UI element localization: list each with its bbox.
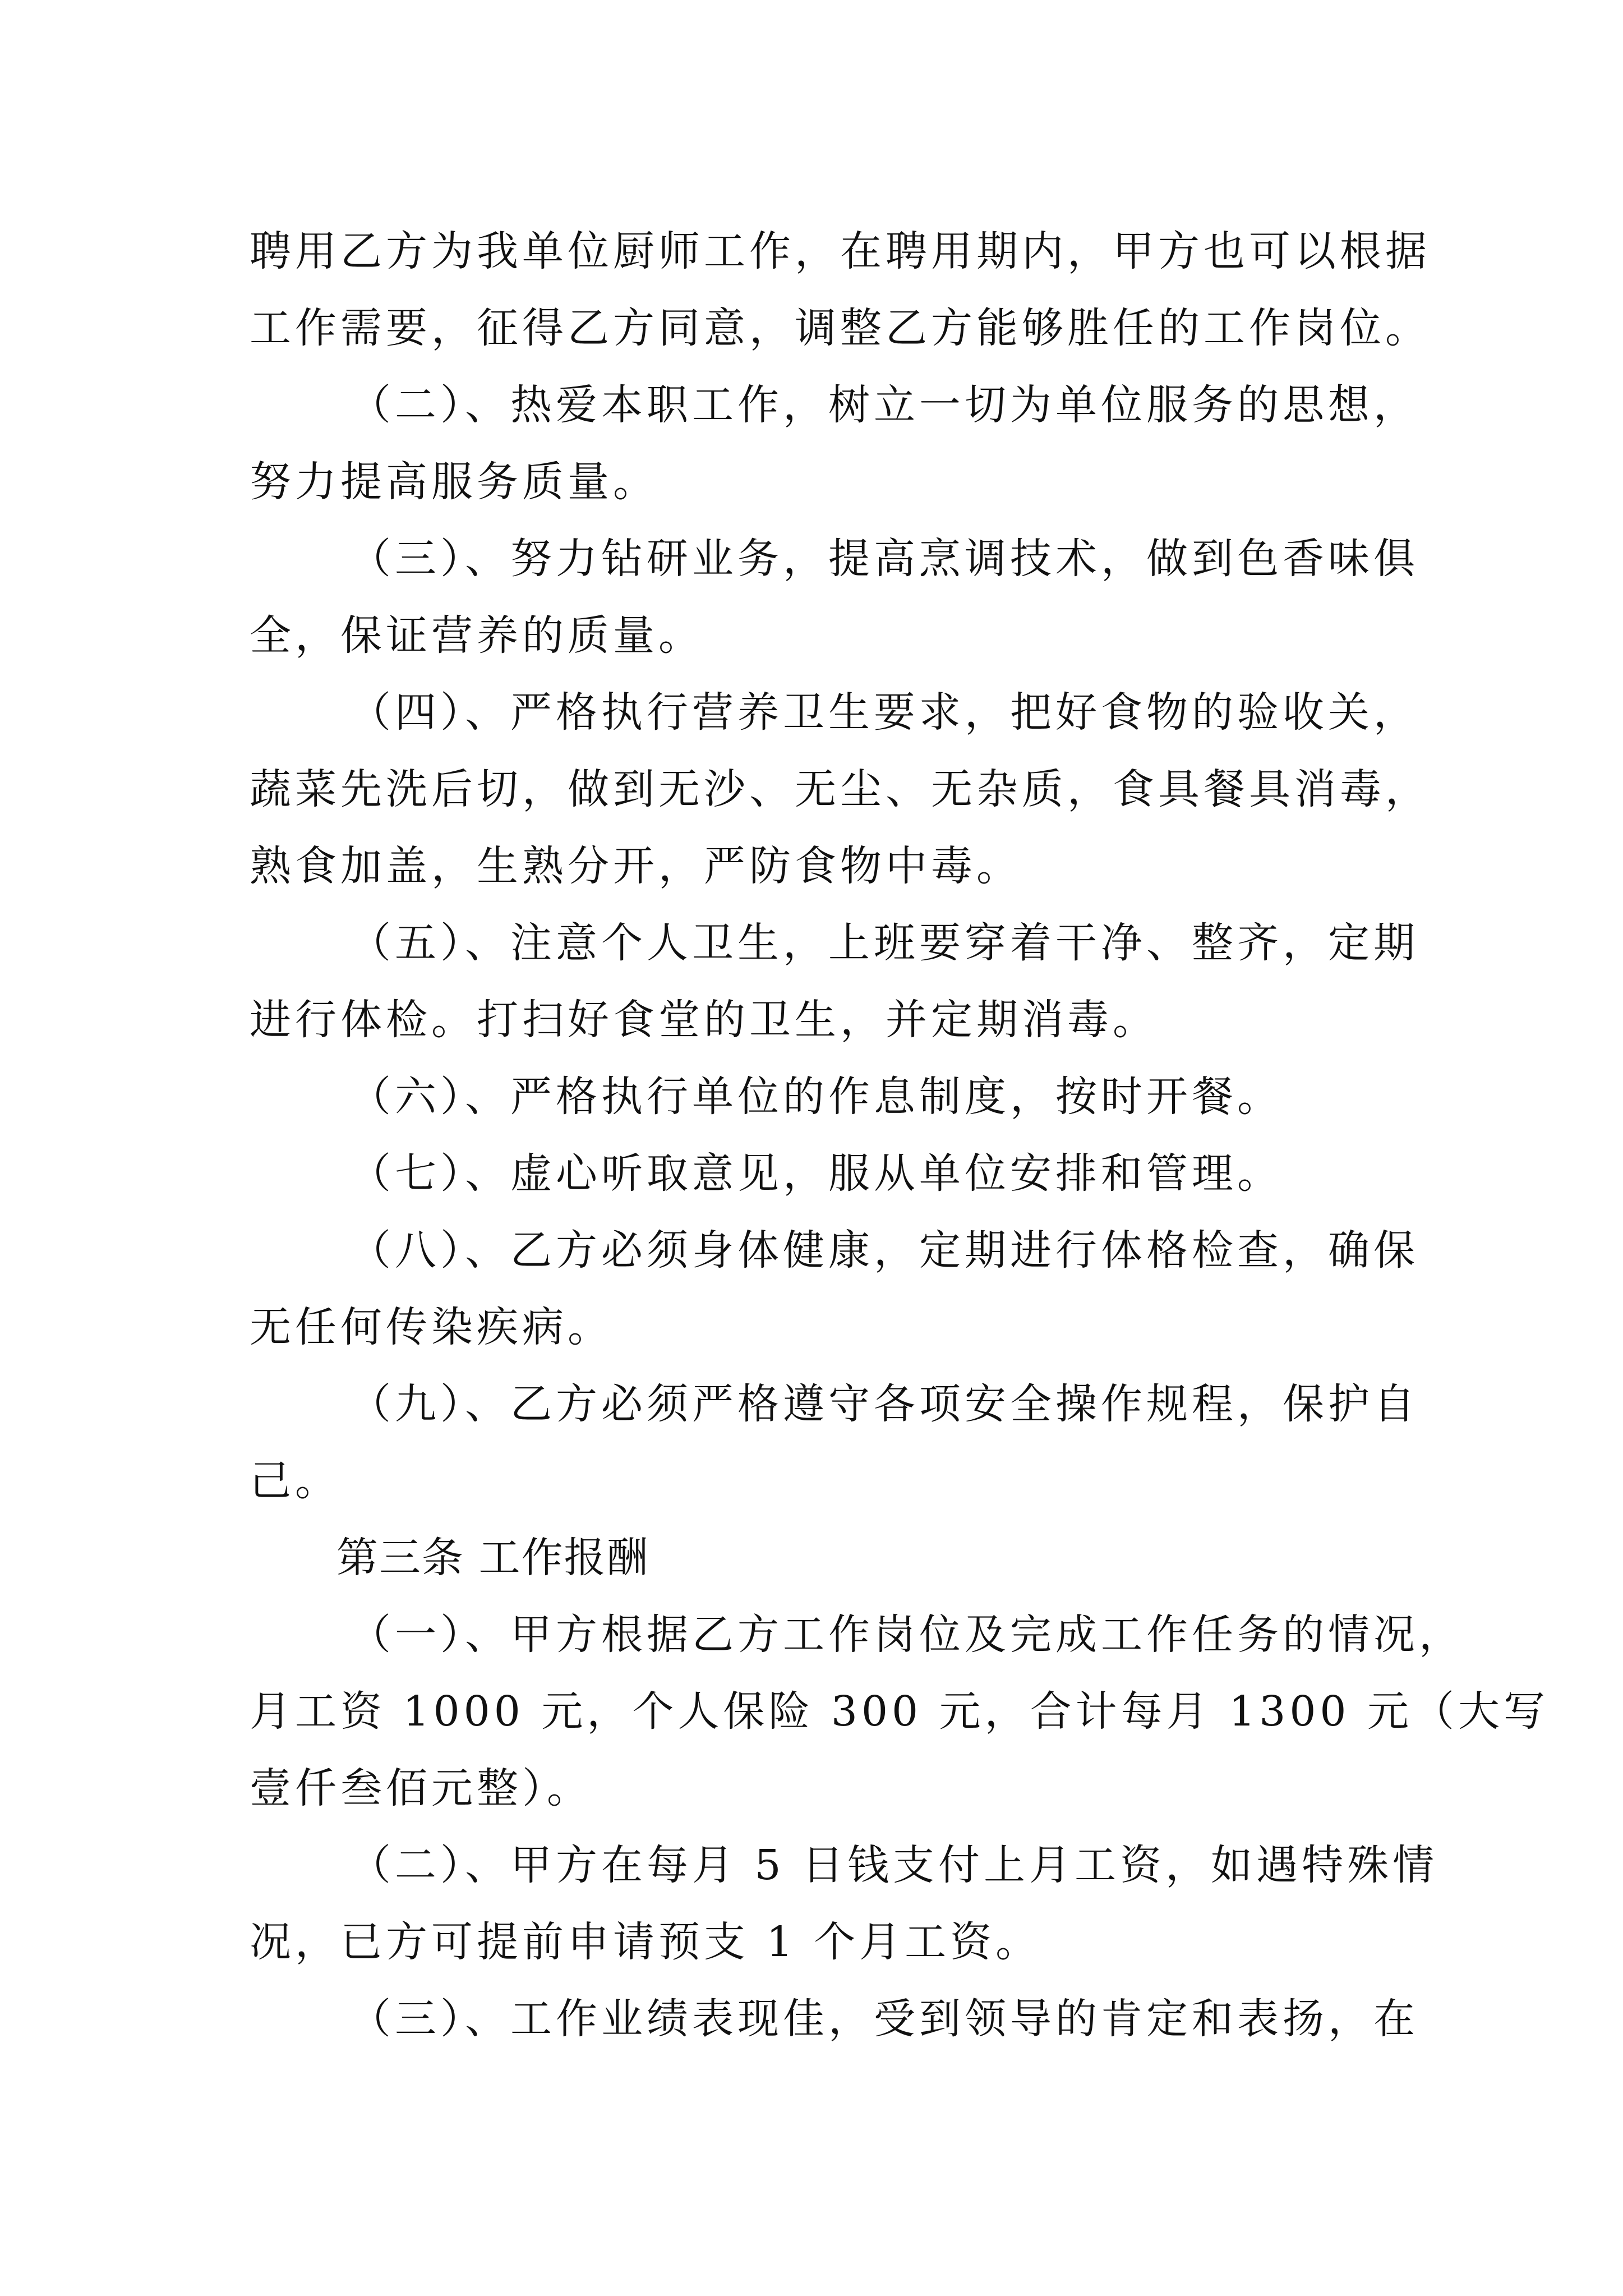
text-line: 全，保证营养的质量。: [250, 611, 704, 660]
text-line: 己。: [250, 1457, 340, 1505]
clause-item: （三）、工作业绩表现佳，受到领导的肯定和表扬，在: [349, 1995, 1419, 2043]
text-line: 壹仟叁佰元整）。: [250, 1764, 592, 1812]
clause-item: （九）、乙方必须严格遵守各项安全操作规程，保护自: [349, 1380, 1419, 1428]
clause-item: （二）、甲方在每月 5 日钱支付上月工资，如遇特殊情: [349, 1841, 1438, 1889]
clause-item: （六）、严格执行单位的作息制度，按时开餐。: [349, 1073, 1283, 1121]
text-line: 蔬菜先洗后切，做到无沙、无尘、无杂质，食具餐具消毒，: [250, 765, 1431, 813]
clause-item: （三）、努力钻研业务，提高烹调技术，做到色香味俱: [349, 535, 1419, 583]
section-heading: 第三条 工作报酬: [336, 1534, 649, 1582]
clause-item: （七）、虚心听取意见，服从单位安排和管理。: [349, 1149, 1283, 1198]
clause-item: （四）、严格执行营养卫生要求，把好食物的验收关，: [349, 688, 1419, 737]
text-line: 况，已方可提前申请预支 1 个月工资。: [250, 1918, 1041, 1966]
text-line: 月工资 1000 元，个人保险 300 元，合计每月 1300 元（大写: [250, 1687, 1550, 1736]
text-line: 熟食加盖，生熟分开，严防食物中毒。: [250, 842, 1022, 890]
clause-item: （二）、热爱本职工作，树立一切为单位服务的思想，: [349, 381, 1419, 429]
text-line: 无任何传染疾病。: [250, 1303, 613, 1351]
text-line: 进行体检。打扫好食堂的卫生，并定期消毒。: [250, 996, 1158, 1044]
text-line: 努力提高服务质量。: [250, 458, 658, 506]
text-line: 工作需要，征得乙方同意，调整乙方能够胜任的工作岗位。: [250, 304, 1431, 352]
text-line: 聘用乙方为我单位厨师工作，在聘用期内，甲方也可以根据: [250, 227, 1431, 275]
clause-item: （八）、乙方必须身体健康，定期进行体格检查，确保: [349, 1226, 1419, 1274]
contract-body: [250, 213, 1550, 2058]
clause-item: （一）、甲方根据乙方工作岗位及完成工作任务的情况，: [349, 1611, 1464, 1659]
clause-item: （五）、注意个人卫生，上班要穿着干净、整齐，定期: [349, 919, 1419, 967]
